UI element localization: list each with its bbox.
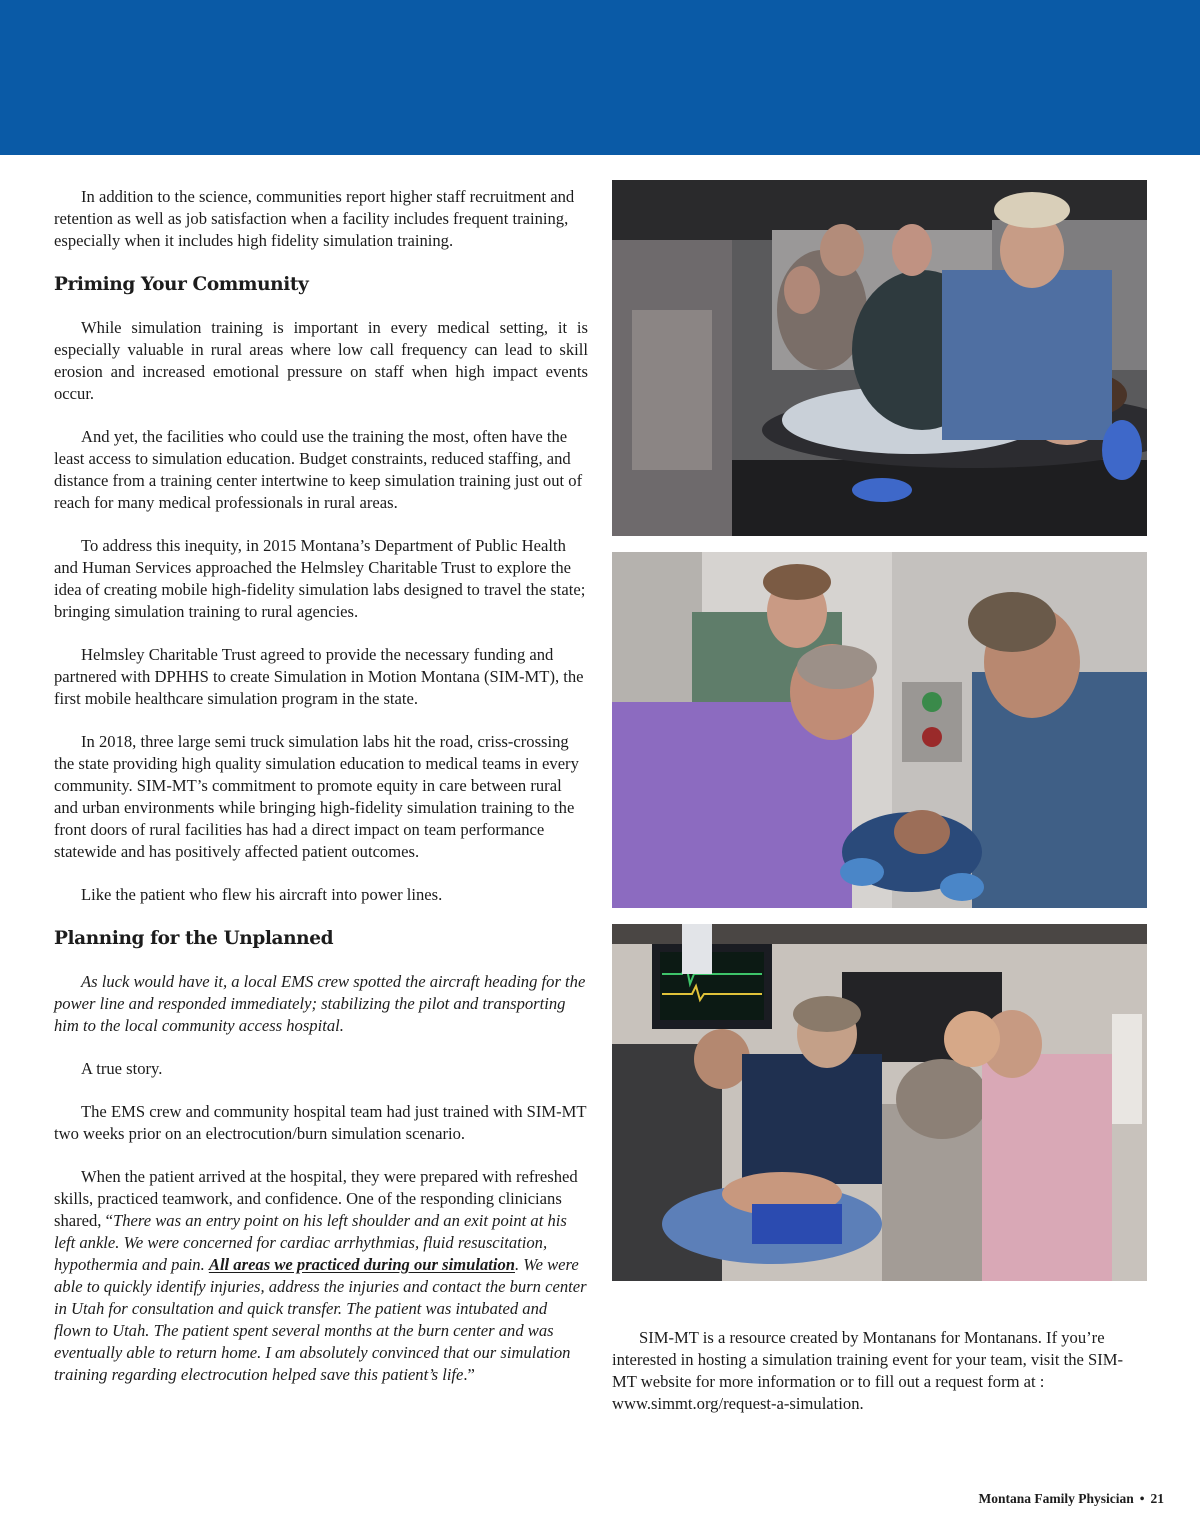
paragraph-access: And yet, the facilities who could use the training the most, often have the least access to simulation education. Budget constraints, reduced staffing, and distance from a training center intertwine to keep simulation training just out of reach for many medical professionals in rural areas. (54, 427, 583, 512)
quote-end: .” (463, 1365, 475, 1384)
section-heading-planning: Planning for the Unplanned (54, 928, 334, 949)
paragraph-patient: Like the patient who flew his aircraft into power lines. (81, 885, 443, 904)
quote-text-b: . We were able to quickly identify injuries, address the injuries and contact the burn center in Utah for consultation and quick transfer. The patient was intubated and flown to Utah. The patient spent several months at the burn center and was eventually able to return home. I am absolutely convinced that our simulation training regarding electrocution helped save this patient’s life (54, 1255, 587, 1384)
paragraph-true-story: A true story. (81, 1059, 163, 1078)
intro-paragraph: In addition to the science, communities report higher staff recruitment and retention as well as job satisfaction when a facility includes frequent training, especially when it includes high fidelity simulation training. (54, 187, 575, 250)
quote-text-a: There was an entry point on his left shoulder and an exit point at his left ankle. We were concerned for cardiac arrhythmias, fluid resuscitation, hypothermia and pain. (54, 1211, 567, 1274)
photo-team-monitor (612, 924, 1147, 1281)
publication-name: Montana Family Physician (978, 1491, 1134, 1506)
quote-lead: When the patient arrived at the hospital, they were prepared with refreshed skills, practiced teamwork, and confidence. One of the responding clinicians shared, “ (54, 1167, 578, 1230)
quote-bold: All areas we practiced during our simulation (208, 1255, 515, 1274)
paragraph-2018: In 2018, three large semi truck simulation labs hit the road, criss-crossing the state providing high quality simulation education to medical teams in every community. SIM-MT’s commitment to promote equity in care between rural and urban environments while bringing high-fidelity simulation training to the front doors of rural facilities has had a direct impact on team performance statewide and has positively affected patient outcomes. (54, 732, 579, 861)
article-body (54, 186, 588, 1407)
footer-separator: • (1139, 1491, 1145, 1506)
paragraph-ems-crew: As luck would have it, a local EMS crew spotted the aircraft heading for the power line and responded immediately; stabilizing the pilot and transporting him to the local community access hospital. (54, 972, 586, 1035)
paragraph-clinician-quote (54, 1166, 588, 1386)
paragraph-rural-value: While simulation training is important in every medical setting, it is especially valuable in rural areas where low call frequency can lead to skill erosion and increased emotional pressure on staff when high impact events occur. (54, 318, 588, 403)
paragraph-inequity: To address this inequity, in 2015 Montana’s Department of Public Health and Human Services approached the Helmsley Charitable Trust to explore the idea of creating mobile high-fidelity simulation labs designed to travel the state; bringing simulation training to rural agencies. (54, 536, 586, 621)
page-footer (979, 1491, 1165, 1507)
header-color-band (0, 0, 1200, 155)
sidebar-note (612, 1327, 1147, 1415)
photo-team-manikin (612, 180, 1147, 536)
paragraph-trained: The EMS crew and community hospital team had just trained with SIM-MT two weeks prior on an electrocution/burn simulation scenario. (54, 1102, 587, 1143)
sidebar-note-text: SIM-MT is a resource created by Montanans for Montanans. If you’re interested in hosting a simulation training event for your team, visit the SIM-MT website for more information or to fill out a request form at : www.simmt.org/request-a-simulation. (612, 1328, 1124, 1413)
paragraph-helmsley: Helmsley Charitable Trust agreed to provide the necessary funding and partnered with DPHHS to create Simulation in Motion Montana (SIM-MT), the first mobile healthcare simulation program in the state. (54, 645, 584, 708)
photo-clinicians-stethoscope (612, 552, 1147, 908)
section-heading-priming: Priming Your Community (54, 274, 309, 295)
page-number: 21 (1150, 1491, 1164, 1506)
